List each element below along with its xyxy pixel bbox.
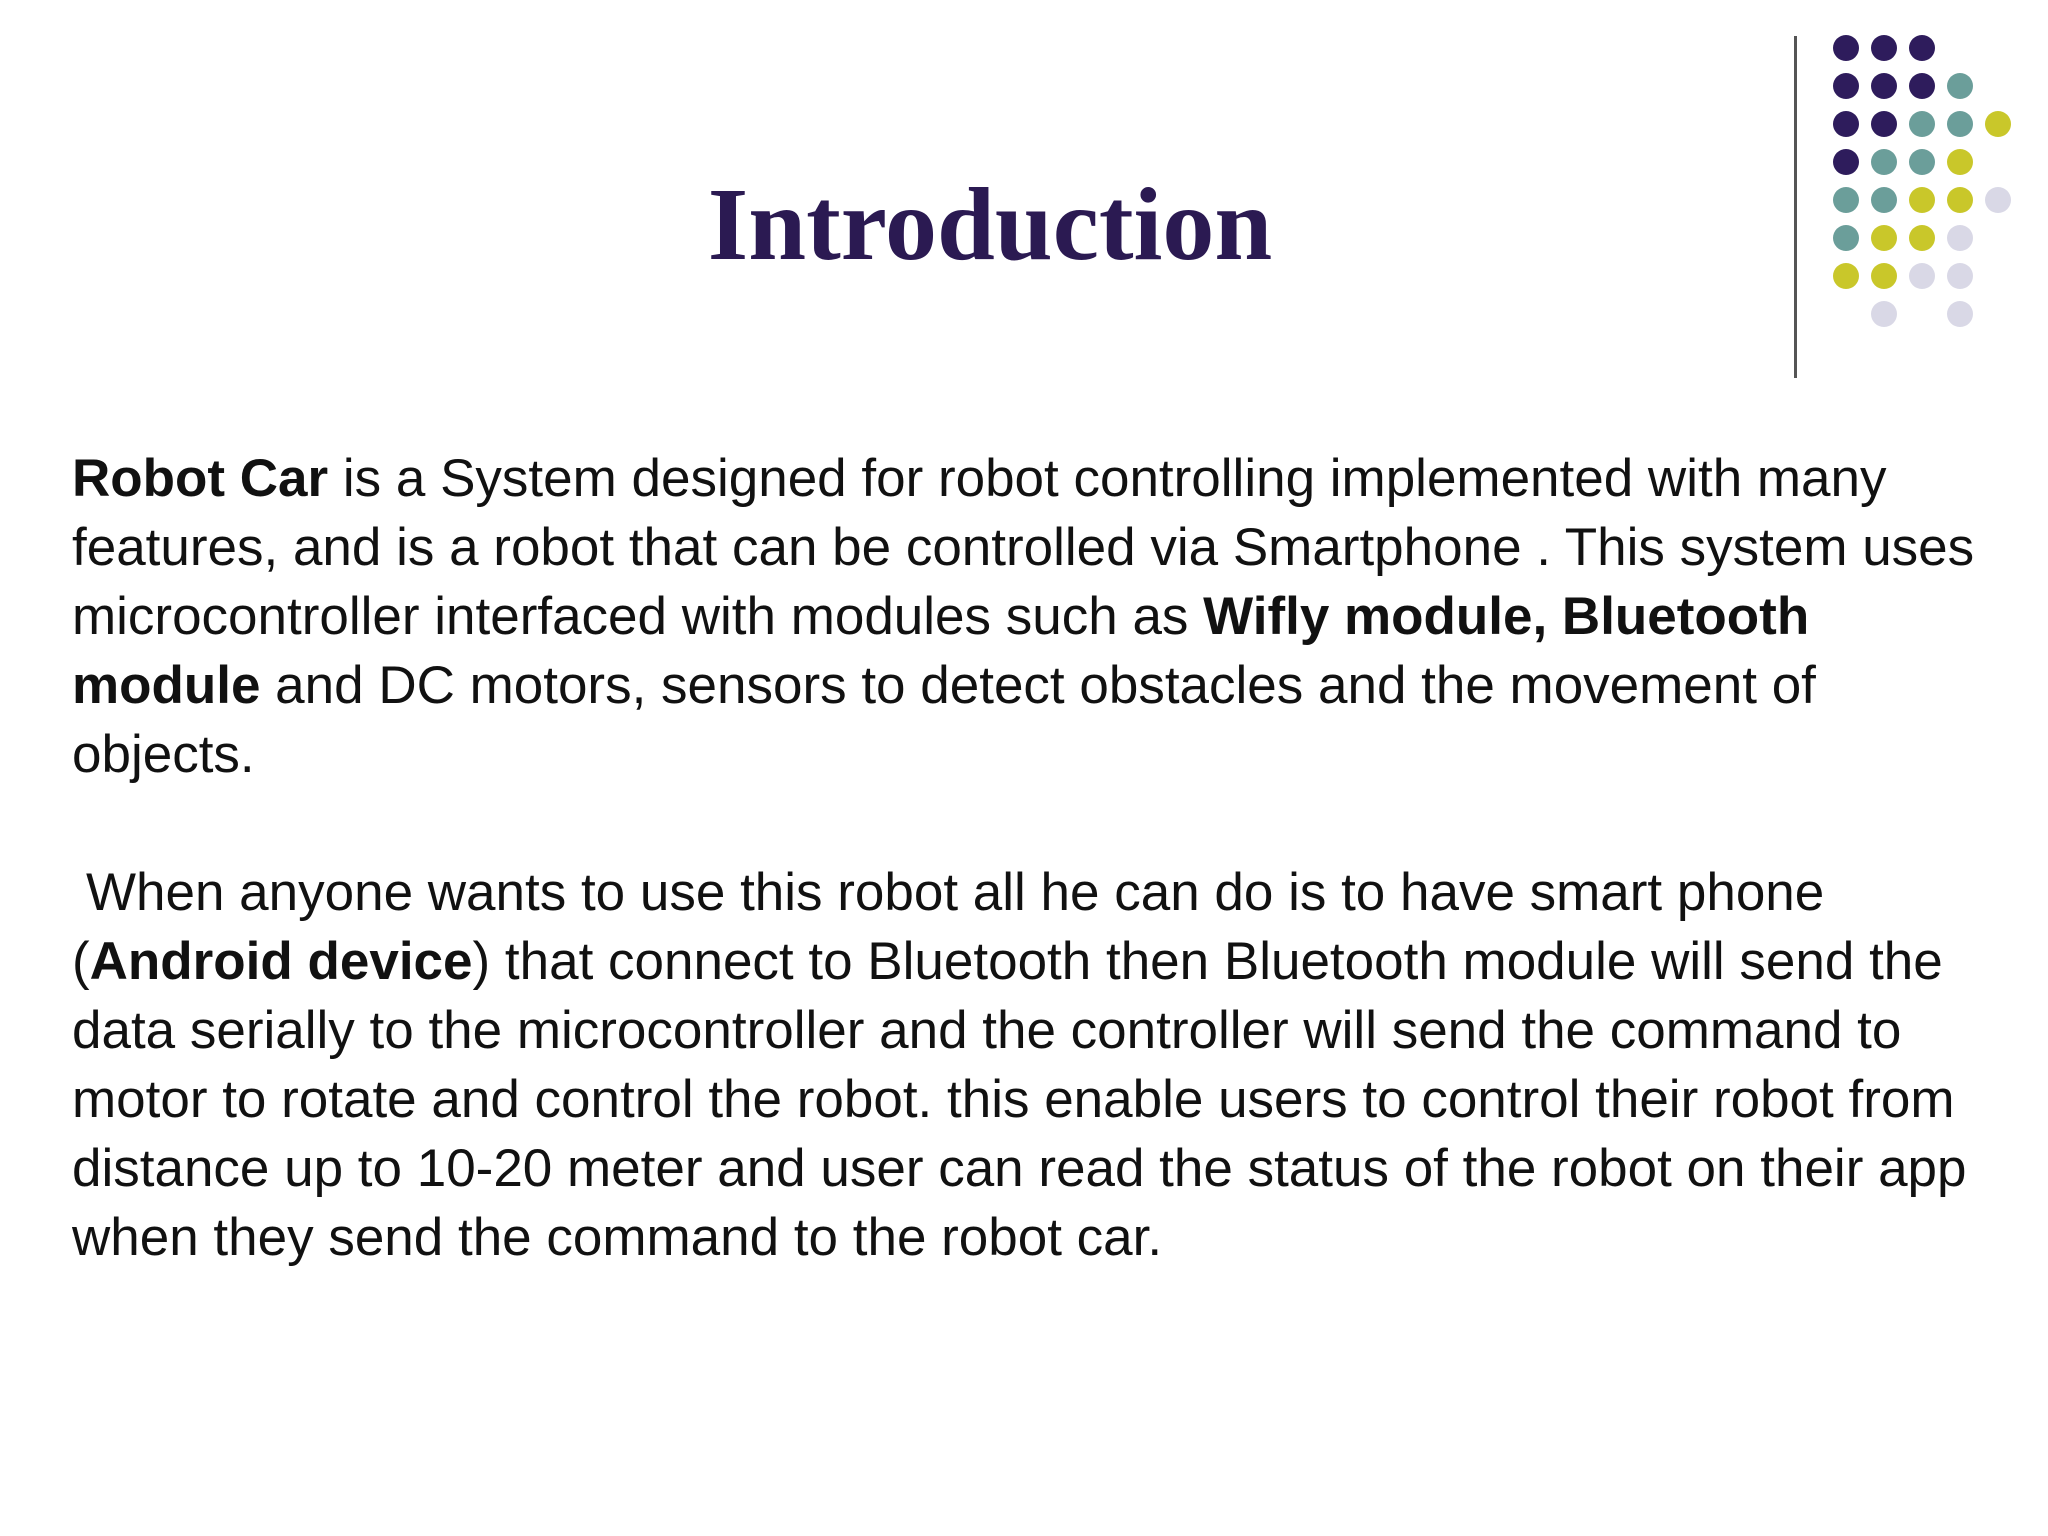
decorative-dot [1909,187,1935,213]
body-paragraph-2 [72,858,2012,1272]
decorative-dot [1909,263,1935,289]
decorative-dot [1833,35,1859,61]
decorative-dot [1909,73,1935,99]
decorative-dot [1833,187,1859,213]
decorative-dot [1985,187,2011,213]
title-divider-line [1794,36,1797,378]
slide-title: Introduction [707,167,1273,282]
decorative-dot [1909,35,1935,61]
decorative-dot [1871,301,1897,327]
android-device-term: Android device [89,932,473,991]
decorative-dot [1909,149,1935,175]
decorative-dot [1871,225,1897,251]
decorative-dot [1947,225,1973,251]
slide-body [72,444,2012,1272]
dot-pattern-decoration [1820,28,2040,338]
decorative-dot [1909,225,1935,251]
decorative-dot [1909,111,1935,137]
decorative-dot [1947,187,1973,213]
paragraph-1-text-a: is a System designed for robot controlling implemented with many features, and is a robot that can be controlled via Smartphone . This system uses microcontroller interfaced with modules such as [72,449,1975,646]
decorative-dot [1871,149,1897,175]
body-paragraph-1 [72,444,2012,789]
decorative-dot [1947,111,1973,137]
paragraph-2-text-a: When anyone wants to use this robot all he can do is to have smart phone ( [72,863,1825,991]
decorative-dot [1947,301,1973,327]
decorative-dot [1871,73,1897,99]
paragraph-2-text-b: ) that connect to Bluetooth then Bluetooth module will send the data serially to the microcontroller and the controller will send the command to motor to rotate and control the robot. this enable users to control their robot from distance up to 10-20 meter and user can read the status of the robot on their app when they send the command to the robot car. [72,932,1967,1267]
decorative-dot [1985,111,2011,137]
modules-term: Wifly module, Bluetooth module [72,587,1810,715]
decorative-dot [1833,111,1859,137]
decorative-dot [1947,263,1973,289]
decorative-dot [1947,73,1973,99]
decorative-dot [1833,225,1859,251]
decorative-dot [1947,149,1973,175]
decorative-dot [1871,263,1897,289]
decorative-dot [1871,111,1897,137]
decorative-dot [1833,149,1859,175]
decorative-dot [1871,35,1897,61]
decorative-dot [1833,263,1859,289]
decorative-dot [1833,73,1859,99]
decorative-dot [1871,187,1897,213]
paragraph-1-text-b: and DC motors, sensors to detect obstacles and the movement of objects. [72,656,1816,784]
robot-car-term: Robot Car [72,449,329,508]
